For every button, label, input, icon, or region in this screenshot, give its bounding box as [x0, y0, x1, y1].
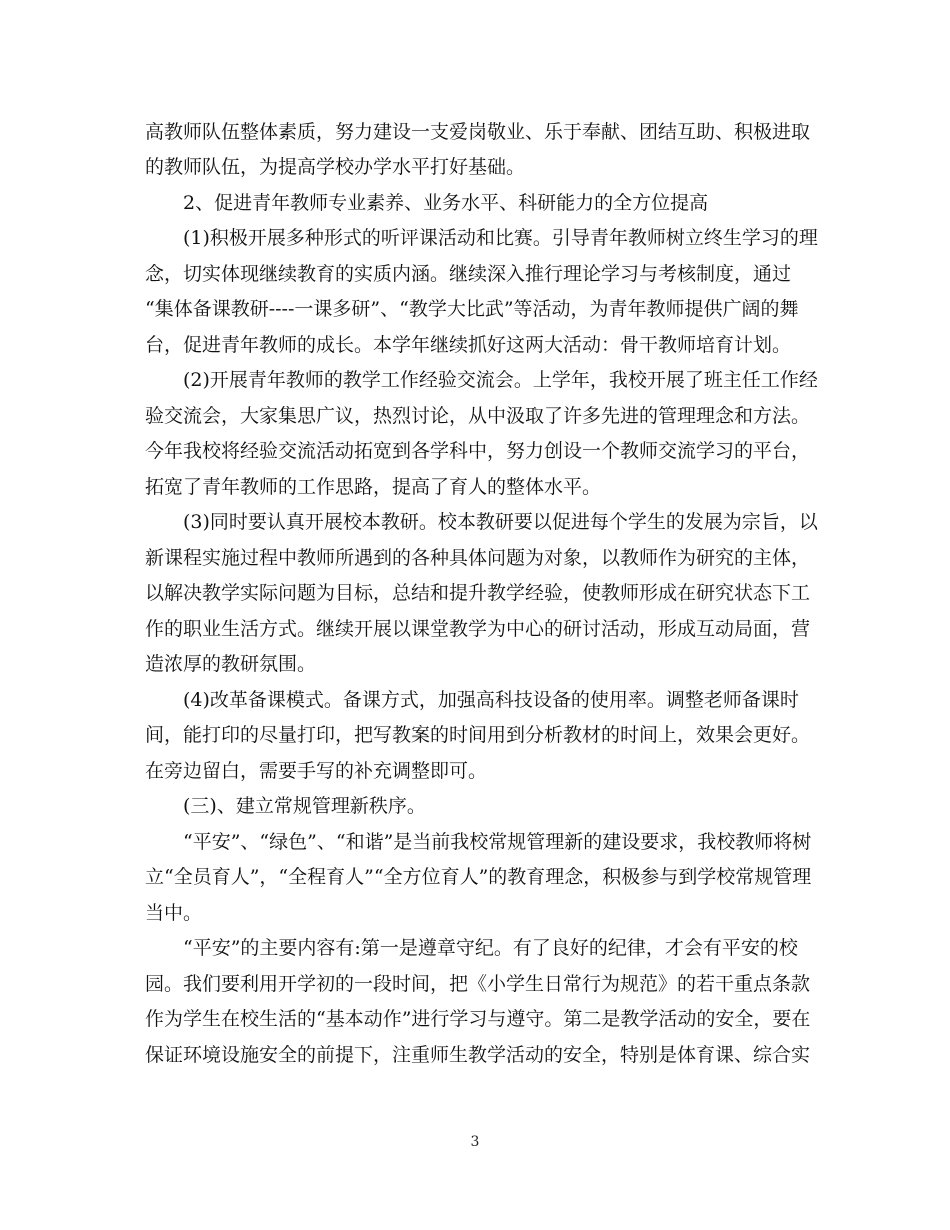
text-line: 台，促进青年教师的成长。本学年继续抓好这两大活动：骨干教师培育计划。 — [145, 334, 792, 356]
text-line: 当中。 — [145, 902, 203, 924]
text-line: 以解决教学实际问题为目标，总结和提升教学经验，使教师形成在研究状态下工 — [145, 582, 811, 604]
text-line: 拓宽了青年教师的工作思路，提高了育人的整体水平。 — [145, 476, 602, 498]
text-line: 今年我校将经验交流活动拓宽到各学科中，努力创设一个教师交流学习的平台， — [145, 440, 811, 462]
section-heading: (三)、建立常规管理新秩序。 — [183, 795, 426, 817]
text-line: 作的职业生活方式。继续开展以课堂教学为中心的研讨活动，形成互动局面，营 — [145, 618, 811, 640]
text-line: 园。我们要利用开学初的一段时间，把《小学生日常行为规范》的若干重点条款 — [145, 973, 811, 995]
paragraph-first-line: (3)同时要认真开展校本教研。校本教研要以促进每个学生的发展为宗旨，以 — [183, 511, 818, 533]
text-line: 立“全员育人”，“全程育人”“全方位育人”的教育理念，积极参与到学校常规管理 — [145, 866, 812, 888]
text-line: 在旁边留白，需要手写的补充调整即可。 — [145, 760, 488, 782]
paragraph-first-line: (4)改革备课模式。备课方式，加强高科技设备的使用率。调整老师备课时 — [183, 689, 799, 711]
paragraph-first-line: “平安”、“绿色”、“和谐”是当前我校常规管理新的建设要求，我校教师将树 — [183, 831, 812, 853]
text-line: 高教师队伍整体素质，努力建设一支爱岗敬业、乐于奉献、团结互助、积极进取 — [145, 121, 811, 143]
text-line: 保证环境设施安全的前提下，注重师生教学活动的安全，特别是体育课、综合实 — [145, 1044, 811, 1066]
paragraph-first-line: (2)开展青年教师的教学工作经验交流会。上学年，我校开展了班主任工作经 — [183, 369, 818, 391]
text-line: 作为学生在校生活的“基本动作”进行学习与遵守。第二是教学活动的安全，要在 — [145, 1008, 811, 1030]
heading: 2、促进青年教师专业素养、业务水平、科研能力的全方位提高 — [183, 192, 709, 214]
paragraph-first-line: “平安”的主要内容有:第一是遵章守纪。有了良好的纪律，才会有平安的校 — [183, 937, 798, 959]
text-line: 造浓厚的教研氛围。 — [145, 653, 317, 675]
paragraph-first-line: (1)积极开展多种形式的听评课活动和比赛。引导青年教师树立终生学习的理 — [183, 227, 818, 249]
text-line: 念，切实体现继续教育的实质内涵。继续深入推行理论学习与考核制度，通过 — [145, 263, 792, 285]
text-line: 验交流会，大家集思广议，热烈讨论，从中汲取了许多先进的管理理念和方法。 — [145, 405, 811, 427]
text-line: 的教师队伍，为提高学校办学水平打好基础。 — [145, 156, 526, 178]
text-line: 间，能打印的尽量打印，把写教案的时间用到分析教材的时间上，效果会更好。 — [145, 724, 811, 746]
text-line: “集体备课教研----一课多研”、“教学大比武”等活动，为青年教师提供广阔的舞 — [145, 298, 799, 320]
page-number: 3 — [470, 1134, 480, 1150]
text-line: 新课程实施过程中教师所遇到的各种具体问题为对象，以教师作为研究的主体， — [145, 547, 811, 569]
